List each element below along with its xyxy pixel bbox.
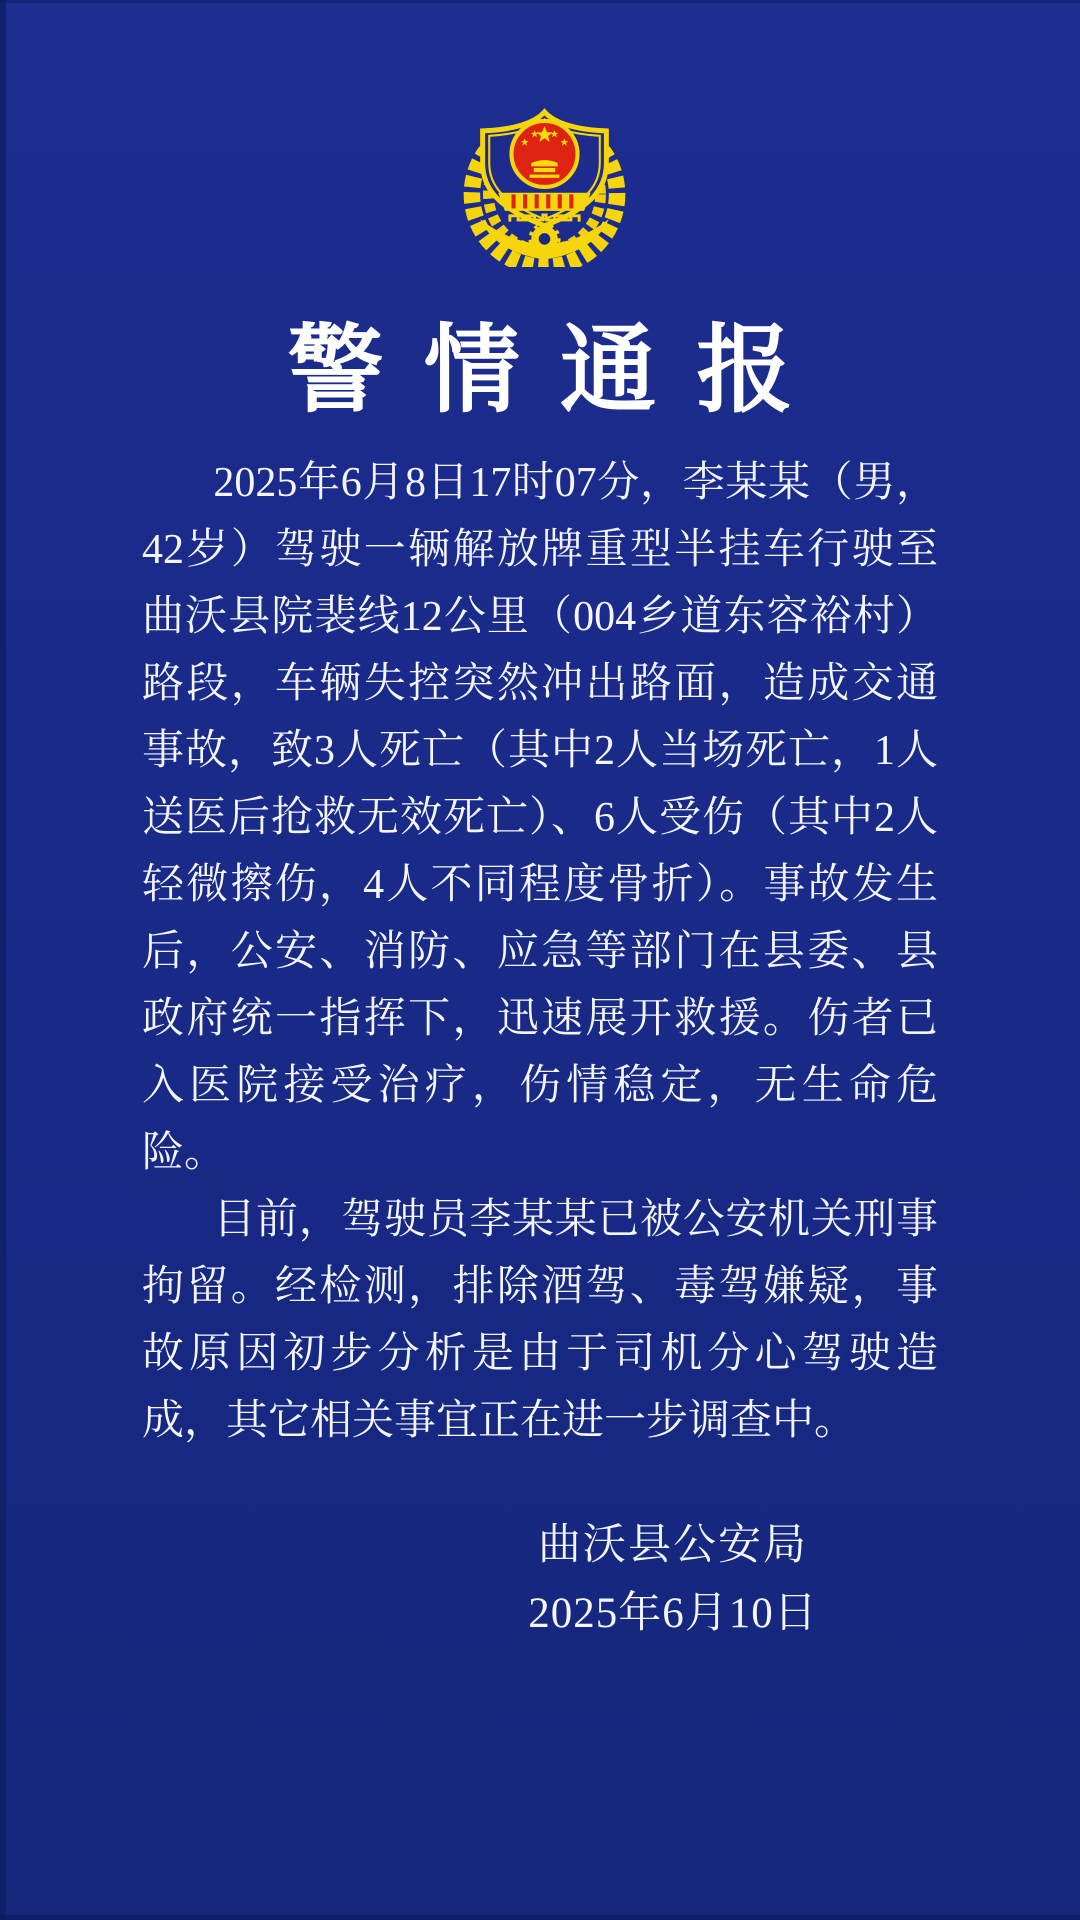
notice-paragraph-2: 目前，驾驶员李某某已被公安机关刑事拘留。经检测，排除酒驾、毒驾嫌疑，事故原因初步分析是由于司机分心驾驶造成，其它相关事宜正在进一步调查中。 [142, 1197, 938, 1444]
issue-date: 2025年6月10日 [528, 1590, 818, 1637]
left-edge-shade [0, 0, 6, 1920]
bottom-edge-shade [0, 1915, 1080, 1920]
top-edge-shade [0, 0, 1080, 3]
notice-paragraph-1: 2025年6月8日17时07分，李某某（男，42岁）驾驶一辆解放牌重型半挂车行驶至曲沃县院裴线12公里（004乡道东容裕村）路段，车辆失控突然冲出路面，造成交通事故，致3人死亡（其中2人当场死亡，1人送医后抢救无效死亡）、6人受伤（其中2人轻微擦伤，4人不同程度骨折）。事故发生后，公安、消防、应急等部门在县委、县政府统一指挥下，迅速展开救援。伤者已入医院接受治疗，伤情稳定，无生命危险。 [142, 460, 938, 1176]
notice-body [142, 450, 938, 1455]
issuer-name: 曲沃县公安局 [538, 1522, 808, 1569]
notice-title: 警情通报 [287, 317, 833, 424]
police-badge-icon [462, 97, 627, 267]
signature-block [528, 1518, 818, 1642]
